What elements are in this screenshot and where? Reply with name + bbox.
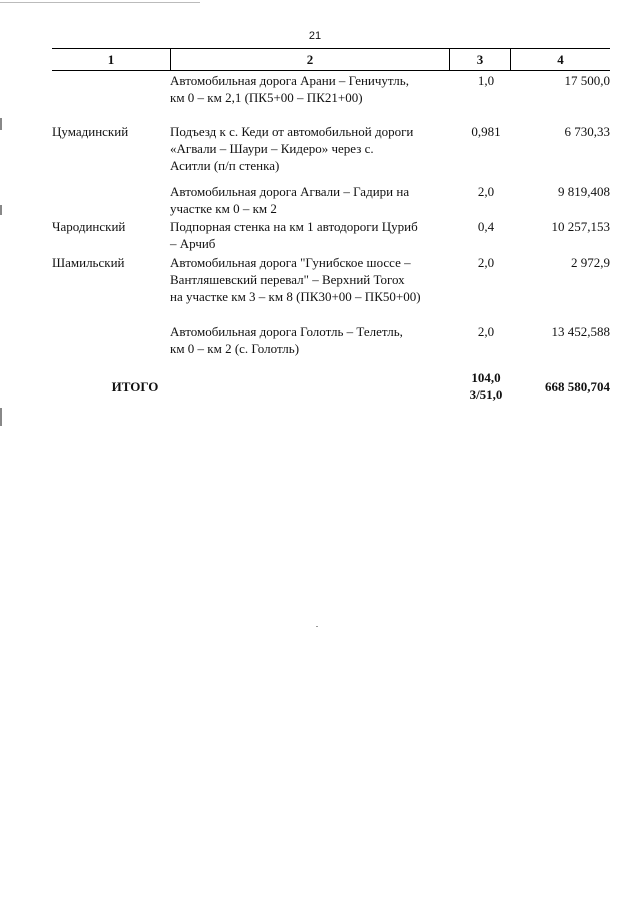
amount-cell: 9 819,408 [558, 184, 610, 199]
total-length-line: 3/51,0 [469, 387, 503, 402]
header-col-2: 2 [306, 52, 314, 67]
object-cell [170, 123, 450, 174]
object-line: Вантляшевский перевал" – Верхний Тогох [170, 272, 405, 287]
length-cell: 2,0 [477, 324, 495, 339]
total-length-cell [448, 369, 524, 403]
header-col-3: 3 [476, 52, 484, 67]
object-line: км 0 – км 2 (с. Голотль) [170, 341, 300, 356]
amount-cell: 2 972,9 [571, 255, 610, 270]
length-cell: 2,0 [477, 255, 495, 270]
header-col-4: 4 [557, 52, 564, 67]
district-cell: Чародинский [52, 219, 126, 234]
district-cell: Цумадинский [52, 124, 129, 139]
amount-cell: 10 257,153 [551, 219, 610, 234]
length-cell: 0,4 [477, 219, 495, 234]
district-cell: Шамильский [52, 255, 125, 270]
page-number: 21 [308, 30, 322, 42]
object-line: Автомобильная дорога "Гунибское шоссе – [170, 255, 411, 270]
length-cell: 0,981 [471, 124, 501, 139]
object-cell [170, 72, 450, 106]
amount-cell: 13 452,588 [551, 324, 610, 339]
object-line: Автомобильная дорога Голотль – Телетль, [170, 324, 403, 339]
total-length-line: 104,0 [471, 370, 501, 385]
object-cell [170, 254, 450, 305]
length-cell: 2,0 [477, 184, 495, 199]
object-cell [170, 218, 450, 252]
top-rule [0, 2, 200, 3]
scan-speck [316, 626, 318, 627]
length-cell: 1,0 [477, 73, 495, 88]
object-cell [170, 183, 450, 217]
budget-table [52, 48, 610, 402]
total-label: ИТОГО [111, 379, 159, 394]
object-line: км 0 – км 2,1 (ПК5+00 – ПК21+00) [170, 90, 363, 105]
object-cell [170, 323, 450, 357]
object-line: – Арчиб [170, 236, 216, 251]
object-line: Автомобильная дорога Арани – Геничутль, [170, 73, 409, 88]
total-amount: 668 580,704 [545, 379, 610, 394]
object-line: Автомобильная дорога Агвали – Гадири на [170, 184, 410, 199]
object-line: на участке км 3 – км 8 (ПК30+00 – ПК50+00) [170, 289, 421, 304]
scan-edge-mark [0, 408, 2, 426]
amount-cell: 17 500,0 [564, 73, 610, 88]
object-line: Подпорная стенка на км 1 автодороги Цуриб [170, 219, 418, 234]
scan-edge-mark [0, 205, 2, 215]
scan-edge-mark [0, 118, 2, 130]
amount-cell: 6 730,33 [564, 124, 610, 139]
object-line: Аситли (п/п стенка) [170, 158, 280, 173]
object-line: «Агвали – Шаури – Кидеро» через с. [170, 141, 374, 156]
table-header [52, 48, 610, 71]
header-col-1: 1 [107, 52, 115, 67]
object-line: участке км 0 – км 2 [170, 201, 277, 216]
object-line: Подъезд к с. Кеди от автомобильной дороги [170, 124, 414, 139]
